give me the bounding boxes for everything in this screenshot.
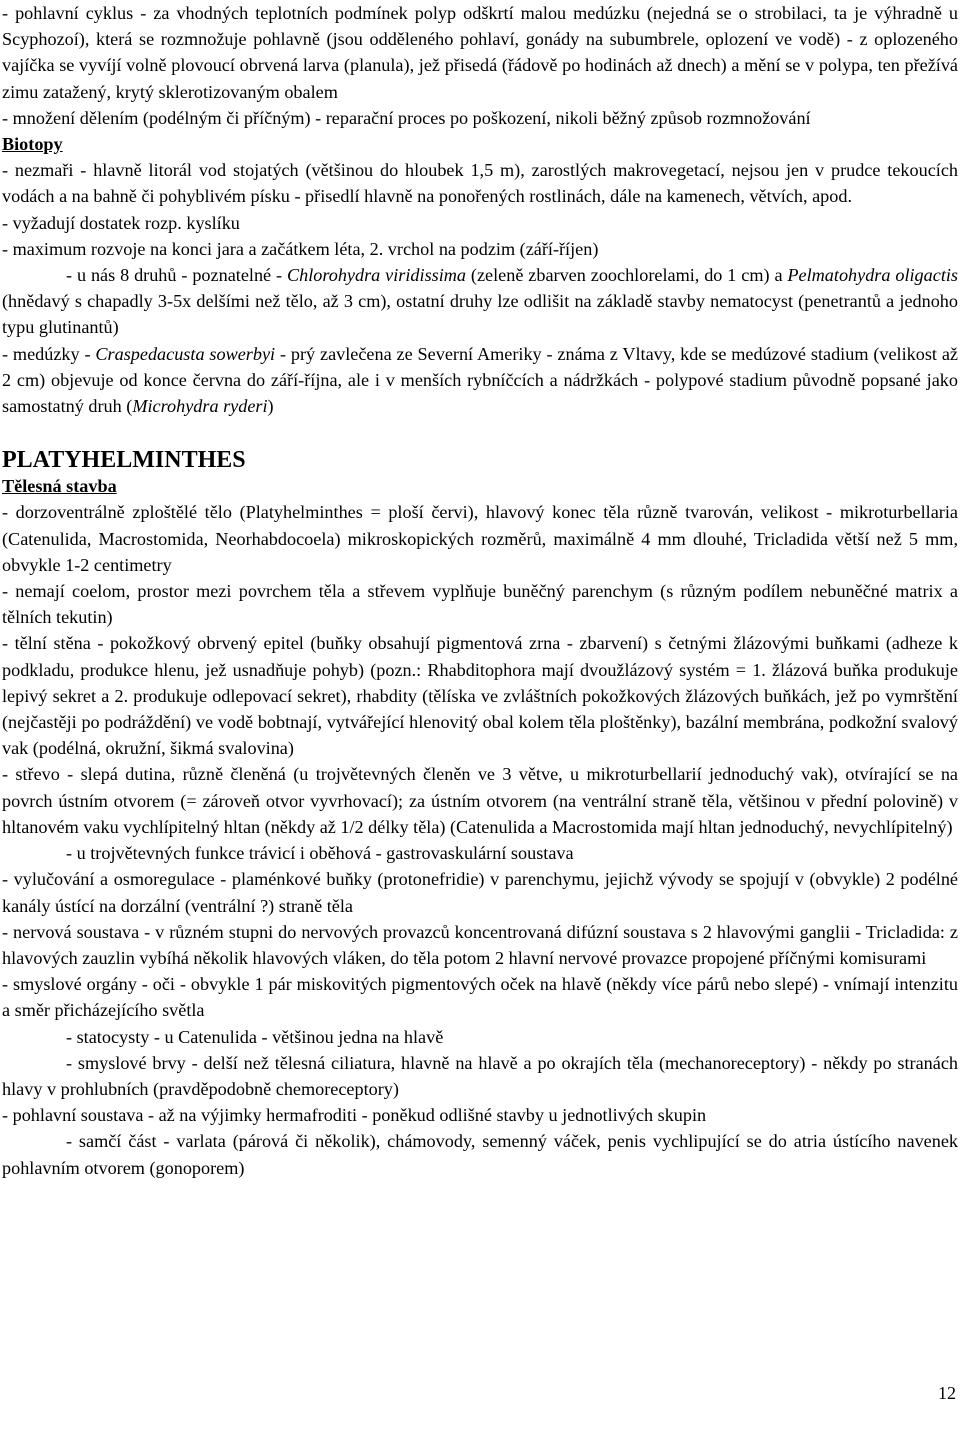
text-run: (zeleně zbarven zoochlorelami, do 1 cm) a [466,265,788,286]
paragraph-excretion: - vylučování a osmoregulace - plaménkové buňky (protonefridie) v parenchymu, jejichž vývody se spojují v (obvykle) 2 podélné kanály ústící na dorzální (ventrální ?) straně těla [2,869,958,916]
species-name: Chlorohydra viridissima [286,265,467,286]
paragraph-male-part: - samčí část - varlata (párová či několik), chámovody, semenný váček, penis vychlipující se do atria ústícího navenek pohlavním otvorem (gonoporem) [2,1131,958,1178]
species-name: Craspedacusta sowerbyi [95,343,276,364]
text-run: - u nás 8 druhů - poznatelné - [66,265,287,286]
text-run: - medúzky - [2,343,96,364]
section-title-platyhelminthes: PLATYHELMINTHES [2,447,246,474]
paragraph-sexual-cycle: - pohlavní cyklus - za vhodných teplotních podmínek polyp odškrtí malou medúzku (nejedná se o strobilaci, ta je výhradně u Scyphozoí), která se rozmnožuje pohlavně (jsou odděleného pohlaví, gonády na subumbrele, oplození ve vodě) - z oplozeného vajíčka se vyvíjí volně plovoucí obrvená larva (planula), jež přisedá (řádově po hodinách až dnech) a mění se v polypa, ten přežívá zimu zatažený, krytý sklerotizovaným obalem [2,3,958,102]
paragraph-season: - maximum rozvoje na konci jara a začátkem léta, 2. vrchol na podzim (září-říjen) [2,238,599,259]
paragraph-oxygen: - vyžadují dostatek rozp. kyslíku [2,212,240,233]
paragraph-species [2,262,958,341]
paragraph-body: - dorzoventrálně zploštělé tělo (Platyhelminthes = ploší červi), hlavový konec těla různě tvarován, velikost - mikroturbellaria (Catenulida, Macrostomida, Neorhabdocoela) mikroskopických rozměrů, maximálně 4 mm dlouhé, Tricladida větší než 5 mm, obvykle 1-2 centimetry [2,502,958,575]
paragraph-reproductive: - pohlavní soustava - až na výjimky hermafroditi - poněkud odlišné stavby u jednotlivých skupin [2,1105,707,1126]
text-run: - prý zavlečena ze Severní Ameriky - známa z Vltavy, kde se medúzové stadium (velikost až 2 cm) objevuje od konce června do září-října, ale i v menších rybníčcích a nádržkách - polypové stadium původně popsané jako samostatný druh ( [2,343,958,417]
species-name: Microhydra ryderi [132,396,268,417]
species-name: Pelmatohydra oligactis [787,265,959,286]
heading-biotopy: Biotopy [2,134,63,155]
paragraph-body-wall: - tělní stěna - pokožkový obrvený epitel (buňky obsahují pigmentová zrna - zbarvení) s četnými žlázovými buňkami (adheze k podkladu, produkce hlenu, jež usnadňuje pohyb) (pozn.: Rhabditophora mají dvoužlázový systém = 1. žlázová buňka produkuje lepivý sekret a 2. produkuje odlepovací sekret), rhabdity (tělíska ve zvláštních pokožkových žlázových buňkách, jež po vymrštění (nejčastěji po podráždění) ve vodě bobtnají, vytvářející hlenovitý obal kolem těla ploštěnky), bazální membrána, podkožní svalový vak (podélná, okružní, šikmá svalovina) [2,633,958,759]
heading-telesna-stavba: Tělesná stavba [2,476,117,497]
paragraph-gut: - střevo - slepá dutina, různě členěná (u trojvětevných členěn ve 3 větve, u mikroturbellarií jednoduchý vak), otvírající se na povrch ústním otvorem (= zároveň otvor vyvrhovací); za ústním otvorem (na ventrální straně těla, většinou v přední polovině) v hltanovém vaku vychlípitelný hltan (někdy až 1/2 délky těla) (Catenulida a Macrostomida mají hltan jednoduchý, nevychlípitelný) [2,764,958,837]
paragraph-senses: - smyslové orgány - oči - obvykle 1 pár miskovitých pigmentových oček na hlavě (někdy více párů nebo slepé) - vnímají intenzitu a směr přicházejícího světla [2,974,958,1021]
text-run: ) [267,396,274,417]
paragraph-medusae [2,341,958,420]
paragraph-nervous: - nervová soustava - v různém stupni do nervových provazců koncentrovaná difúzní soustava s 2 hlavovými ganglii - Tricladida: z hlavových zauzlin vybíhá několik hlavových vláken, do těla potom 2 hlavní nervové provazce propojené příčnými komisurami [2,921,958,968]
paragraph-statocysts: - statocysty - u Catenulida - většinou jedna na hlavě [66,1026,444,1047]
paragraph-sensory-cilia: - smyslové brvy - delší než tělesná ciliatura, hlavně na hlavě a po okrajích těla (mechanoreceptory) - někdy po stranách hlavy v prohlubních (pravděpodobně chemoreceptory) [2,1052,958,1099]
page-content [2,0,958,1181]
page-number: 12 [938,1383,956,1403]
paragraph-division: - množení dělením (podélným či příčným) - reparační proces po poškození, nikoli běžný způsob rozmnožování [2,107,811,128]
paragraph-habitat: - nezmaři - hlavně litorál vod stojatých (většinou do hloubek 1,5 m), zarostlých makrovegetací, nejsou jen v prudce tekoucích vodách a na bahně či pohyblivém písku - přisedlí hlavně na ponořených rostlinách, dále na kamenech, větvích, apod. [2,160,958,207]
paragraph-gastrovascular: - u trojvětevných funkce trávicí i oběhová - gastrovaskulární soustava [66,843,574,864]
paragraph-coelom: - nemají coelom, prostor mezi povrchem těla a střevem vyplňuje buněčný parenchym (s různým podílem nebuněčné matrix a tělních tekutin) [2,581,958,628]
text-run: (hnědavý s chapadly 3-5x delšími než tělo, až 3 cm), ostatní druhy lze odlišit na základě stavby nematocyst (penetrantů a jednoho typu glutinantů) [2,291,958,338]
